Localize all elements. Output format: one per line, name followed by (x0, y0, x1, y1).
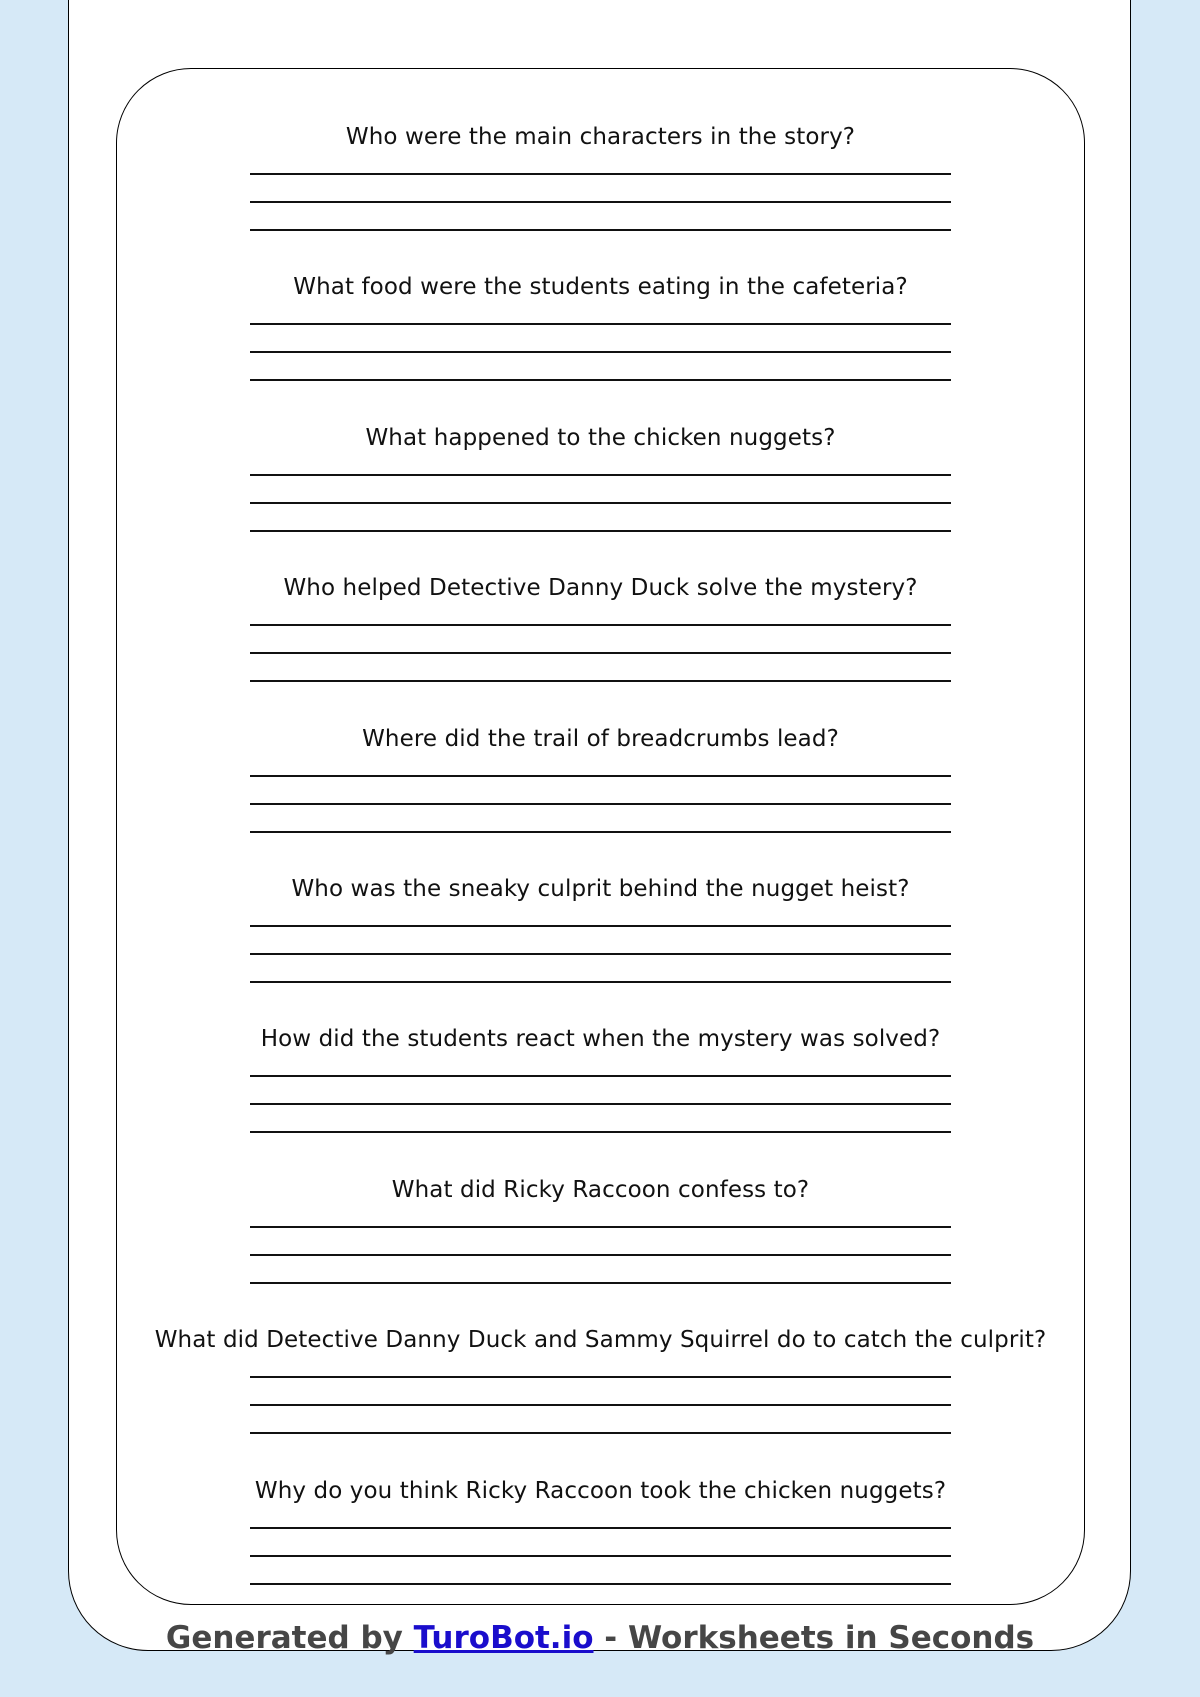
answer-line[interactable] (250, 474, 951, 476)
question-text: What happened to the chicken nuggets? (365, 424, 836, 451)
answer-line[interactable] (250, 953, 951, 955)
answer-line[interactable] (250, 831, 951, 833)
answer-line[interactable] (250, 173, 951, 175)
answer-line[interactable] (250, 351, 951, 353)
answer-line[interactable] (250, 1131, 951, 1133)
question-text: What did Detective Danny Duck and Sammy Squirrel do to catch the culprit? (154, 1327, 1047, 1354)
question-text: Who helped Detective Danny Duck solve the mystery? (283, 575, 918, 602)
answer-line[interactable] (250, 1583, 951, 1585)
answer-line[interactable] (250, 1404, 951, 1406)
answer-line[interactable] (250, 530, 951, 532)
answer-line[interactable] (250, 1103, 951, 1105)
answer-line[interactable] (250, 1555, 951, 1557)
answer-line[interactable] (250, 1226, 951, 1228)
question-block (116, 118, 1085, 268)
answer-line[interactable] (250, 229, 951, 231)
answer-line[interactable] (250, 1432, 951, 1434)
turobot-link[interactable]: TuroBot.io (413, 1620, 594, 1656)
question-text: Who were the main characters in the story? (345, 124, 856, 150)
answer-line[interactable] (250, 981, 951, 983)
footer-suffix: - Worksheets in Seconds (593, 1620, 1035, 1656)
footer (0, 1616, 1200, 1660)
question-block (116, 1020, 1085, 1170)
answer-line[interactable] (250, 323, 951, 325)
question-block (116, 268, 1085, 418)
answer-line[interactable] (250, 652, 951, 654)
question-block (116, 1321, 1085, 1471)
answer-line[interactable] (250, 201, 951, 203)
answer-line[interactable] (250, 502, 951, 504)
answer-line[interactable] (250, 624, 951, 626)
answer-line[interactable] (250, 925, 951, 927)
question-block (116, 1171, 1085, 1321)
question-block (116, 870, 1085, 1020)
question-block (116, 569, 1085, 719)
answer-line[interactable] (250, 803, 951, 805)
question-text: Why do you think Ricky Raccoon took the chicken nuggets? (254, 1477, 947, 1504)
answer-line[interactable] (250, 680, 951, 682)
question-block (116, 1472, 1085, 1622)
question-block (116, 720, 1085, 870)
question-text: What food were the students eating in the cafeteria? (293, 274, 908, 301)
answer-line[interactable] (250, 1075, 951, 1077)
answer-line[interactable] (250, 1527, 951, 1529)
question-text: Who was the sneaky culprit behind the nugget heist? (291, 876, 910, 902)
question-text: What did Ricky Raccoon confess to? (391, 1176, 810, 1203)
footer-prefix: Generated by (165, 1620, 414, 1656)
question-text: Where did the trail of breadcrumbs lead? (362, 725, 839, 752)
answer-line[interactable] (250, 1282, 951, 1284)
answer-line[interactable] (250, 775, 951, 777)
question-text: How did the students react when the mystery was solved? (260, 1026, 941, 1053)
answer-line[interactable] (250, 379, 951, 381)
answer-line[interactable] (250, 1254, 951, 1256)
answer-line[interactable] (250, 1376, 951, 1378)
question-block (116, 419, 1085, 569)
